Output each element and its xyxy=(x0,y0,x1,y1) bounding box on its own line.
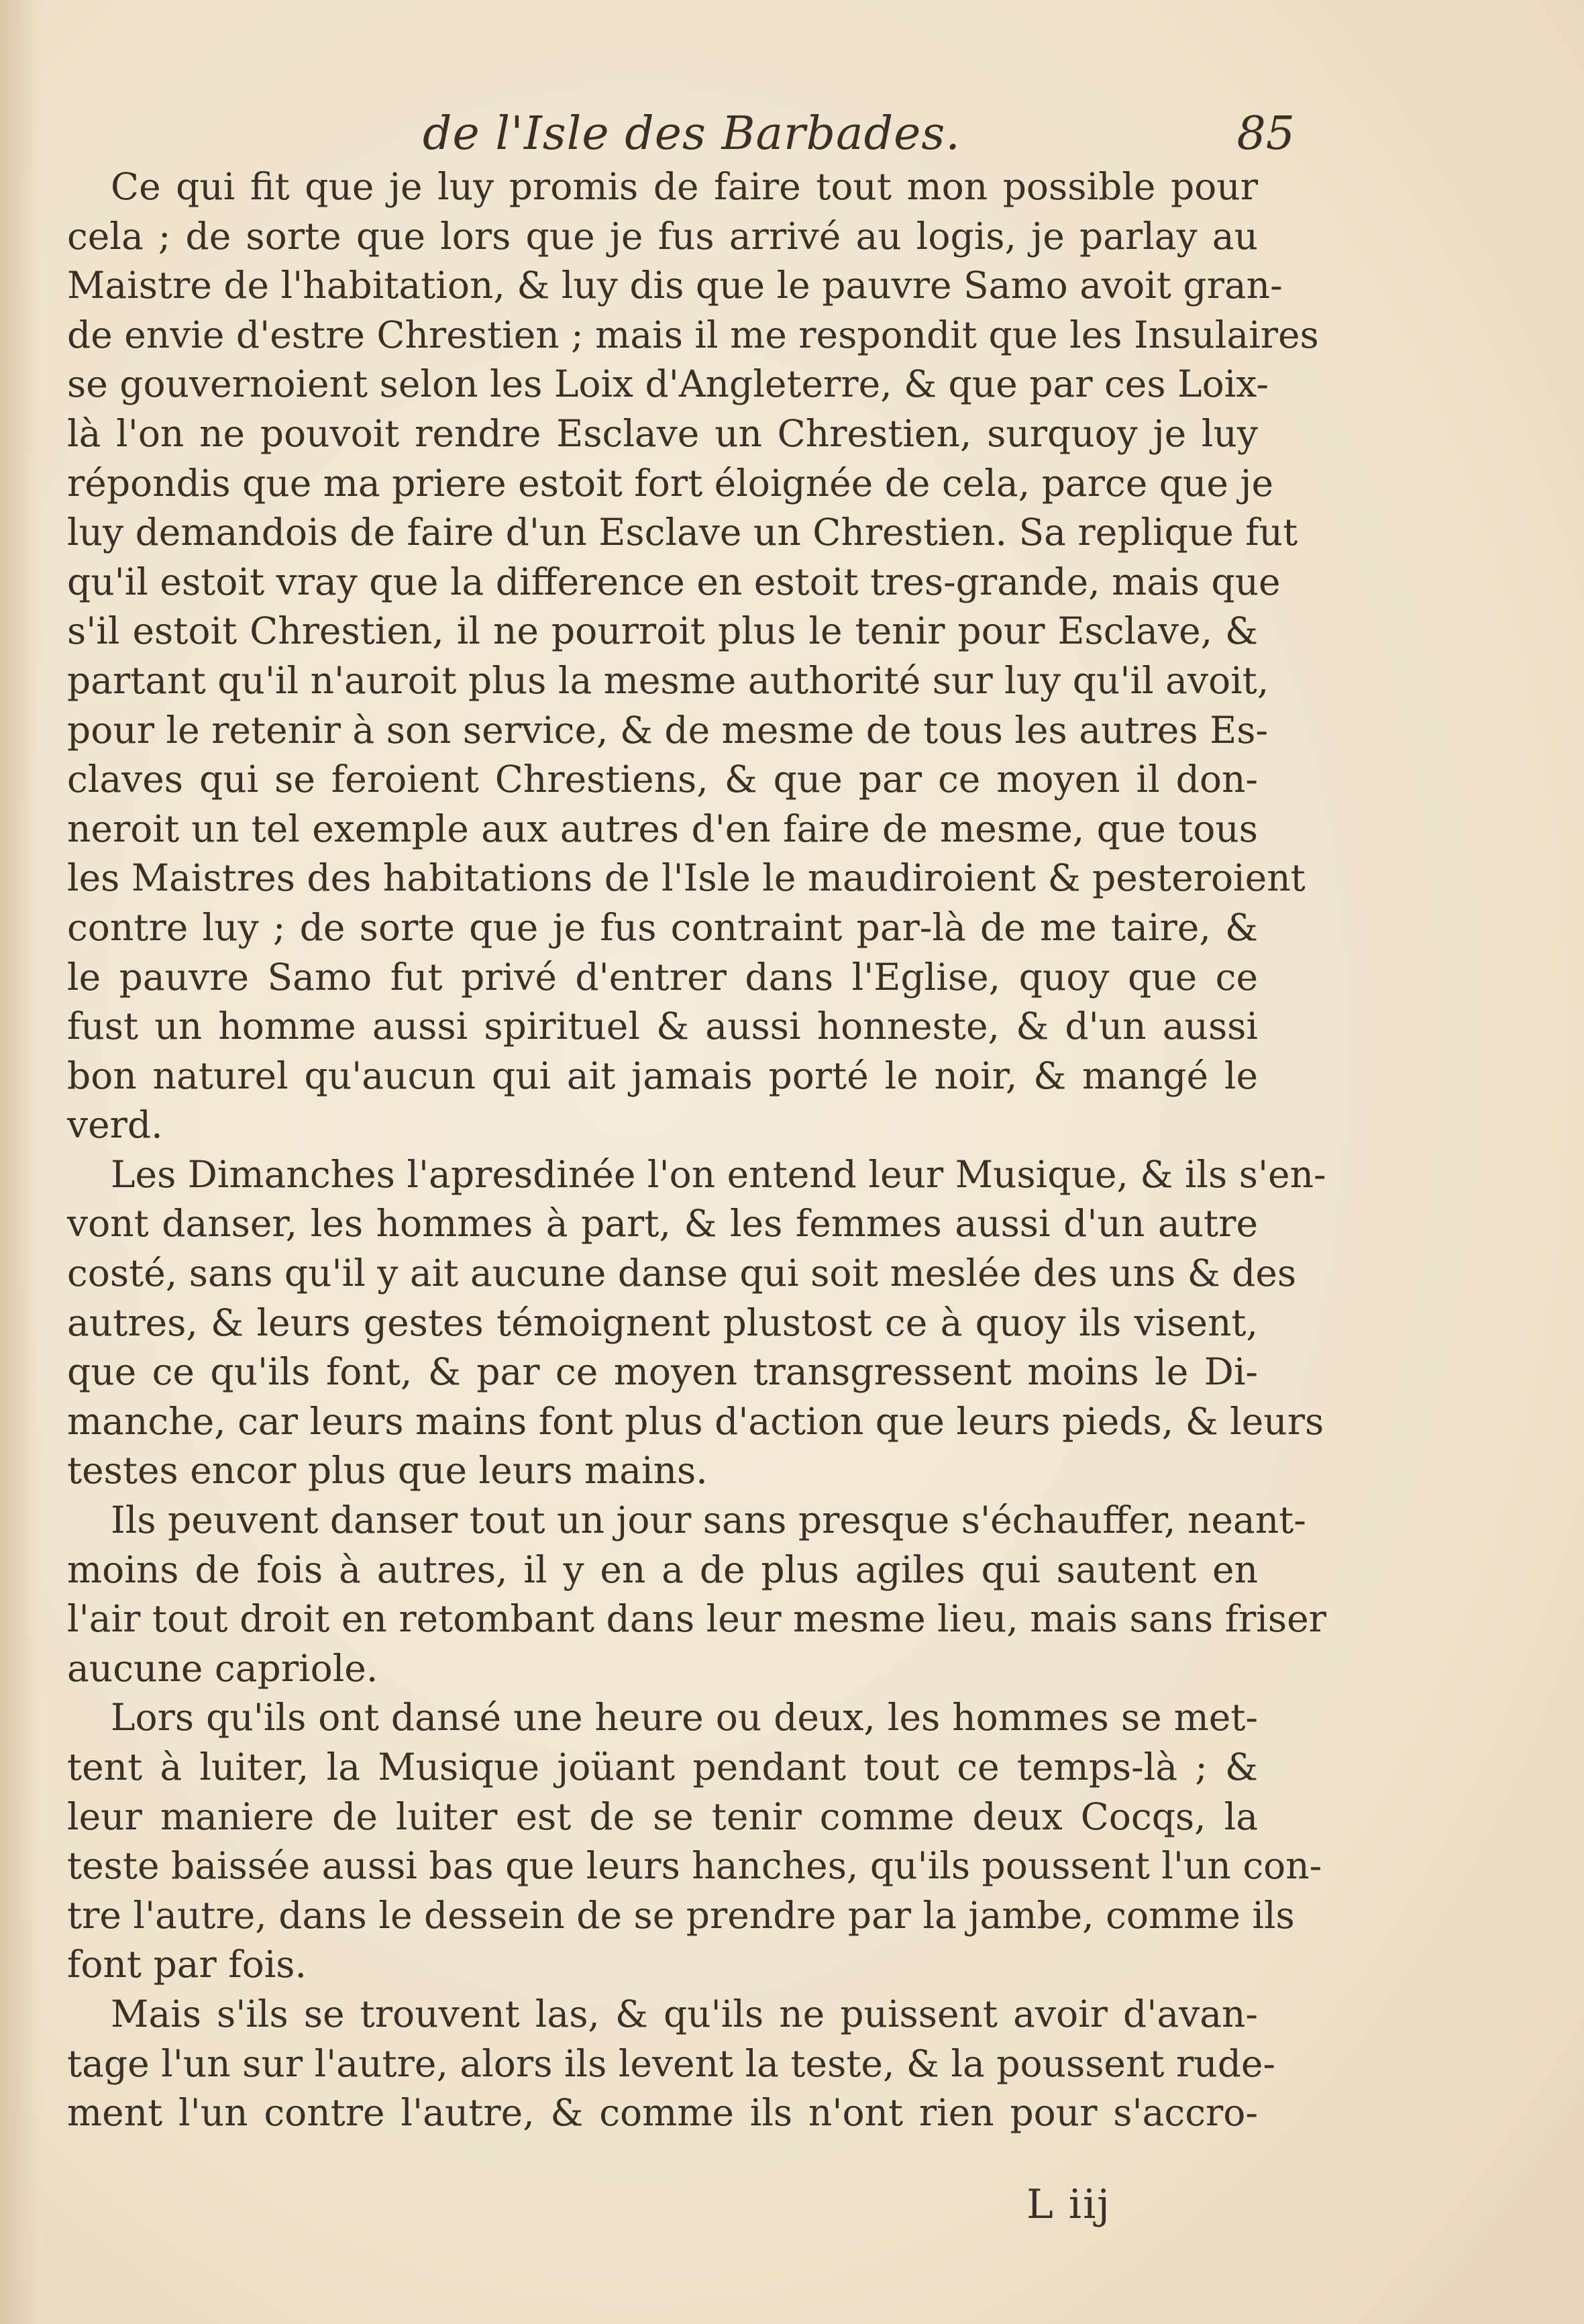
page-number: 85 xyxy=(1236,107,1295,160)
text-line: leur maniere de luiter est de se tenir comme deux Cocqs, la xyxy=(67,1795,1258,1838)
text-line: verd. xyxy=(67,1103,163,1147)
text-line: autres, & leurs gestes témoignent plustost ce à quoy ils visent, xyxy=(67,1301,1258,1344)
text-line: que ce qu'ils font, & par ce moyen transgressent moins le Di- xyxy=(67,1350,1258,1394)
text-line: vont danser, les hommes à part, & les femmes aussi d'un autre xyxy=(67,1202,1258,1246)
text-line: fust un homme aussi spirituel & aussi honneste, & d'un aussi xyxy=(67,1005,1258,1048)
text-line: qu'il estoit vray que la difference en estoit tres-grande, mais que xyxy=(67,560,1281,603)
signature-mark: L iij xyxy=(1026,2181,1111,2228)
text-line: Lors qu'ils ont dansé une heure ou deux, les hommes se met- xyxy=(111,1696,1258,1739)
text-line: contre luy ; de sorte que je fus contraint par-là de me taire, & xyxy=(67,905,1258,949)
text-line: font par fois. xyxy=(67,1943,307,1986)
text-line: s'il estoit Chrestien, il ne pourroit plus le tenir pour Esclave, & xyxy=(67,609,1258,653)
gutter-shadow xyxy=(0,0,40,2324)
text-line: Mais s'ils se trouvent las, & qu'ils ne puissent avoir d'avan- xyxy=(111,1992,1258,2035)
text-line: manche, car leurs mains font plus d'action que leurs pieds, & leurs xyxy=(67,1399,1324,1443)
text-line: costé, sans qu'il y ait aucune danse qui soit meslée des uns & des xyxy=(67,1252,1297,1295)
text-line: les Maistres des habitations de l'Isle le maudiroient & pesteroient xyxy=(67,856,1306,900)
text-line: tent à luiter, la Musique joüant pendant tout ce temps-là ; & xyxy=(67,1746,1258,1788)
text-line: testes encor plus que leurs mains. xyxy=(67,1449,708,1493)
text-line: l'air tout droit en retombant dans leur mesme lieu, mais sans friser xyxy=(67,1597,1326,1641)
text-line: le pauvre Samo fut privé d'entrer dans l'Eglise, quoy que ce xyxy=(67,955,1258,999)
text-line: tre l'autre, dans le dessein de se prendre par la jambe, comme ils xyxy=(67,1893,1295,1937)
text-line: teste baissée aussi bas que leurs hanches, qu'ils poussent l'un con- xyxy=(67,1844,1322,1888)
text-line: Les Dimanches l'apresdinée l'on entend leur Musique, & ils s'en- xyxy=(111,1152,1326,1196)
text-line: Ce qui fit que je luy promis de faire tout mon possible pour xyxy=(111,165,1258,208)
text-line: moins de fois à autres, il y en a de plus agiles qui sautent en xyxy=(67,1548,1258,1591)
text-line: tage l'un sur l'autre, alors ils levent la teste, & la poussent rude- xyxy=(67,2041,1276,2085)
text-line: là l'on ne pouvoit rendre Esclave un Chrestien, surquoy je luy xyxy=(67,411,1258,455)
text-line: bon naturel qu'aucun qui ait jamais porté le noir, & mangé le xyxy=(67,1054,1258,1097)
text-line: de envie d'estre Chrestien ; mais il me respondit que les Insulaires xyxy=(67,313,1319,356)
text-line: se gouvernoient selon les Loix d'Angleterre, & que par ces Loix- xyxy=(67,362,1269,406)
text-line: claves qui se feroient Chrestiens, & que par ce moyen il don- xyxy=(67,758,1258,801)
text-line: Maistre de l'habitation, & luy dis que le pauvre Samo avoit gran- xyxy=(67,264,1283,307)
body-text xyxy=(67,162,1326,2138)
text-line: aucune capriole. xyxy=(67,1646,378,1690)
text-line: luy demandois de faire d'un Esclave un Chrestien. Sa replique fut xyxy=(67,511,1298,554)
text-line: cela ; de sorte que lors que je fus arrivé au logis, je parlay au xyxy=(67,214,1258,258)
text-line: répondis que ma priere estoit fort éloignée de cela, parce que je xyxy=(67,461,1274,505)
running-title: de l'Isle des Barbades. xyxy=(423,107,961,160)
page-header xyxy=(67,101,1295,161)
text-line: Ils peuvent danser tout un jour sans presque s'échauffer, neant- xyxy=(111,1499,1306,1542)
text-line: partant qu'il n'auroit plus la mesme authorité sur luy qu'il avoit, xyxy=(67,658,1269,702)
text-line: ment l'un contre l'autre, & comme ils n'ont rien pour s'accro- xyxy=(67,2091,1258,2135)
text-line: neroit un tel exemple aux autres d'en faire de mesme, que tous xyxy=(67,807,1258,850)
text-line: pour le retenir à son service, & de mesme de tous les autres Es- xyxy=(67,708,1269,752)
